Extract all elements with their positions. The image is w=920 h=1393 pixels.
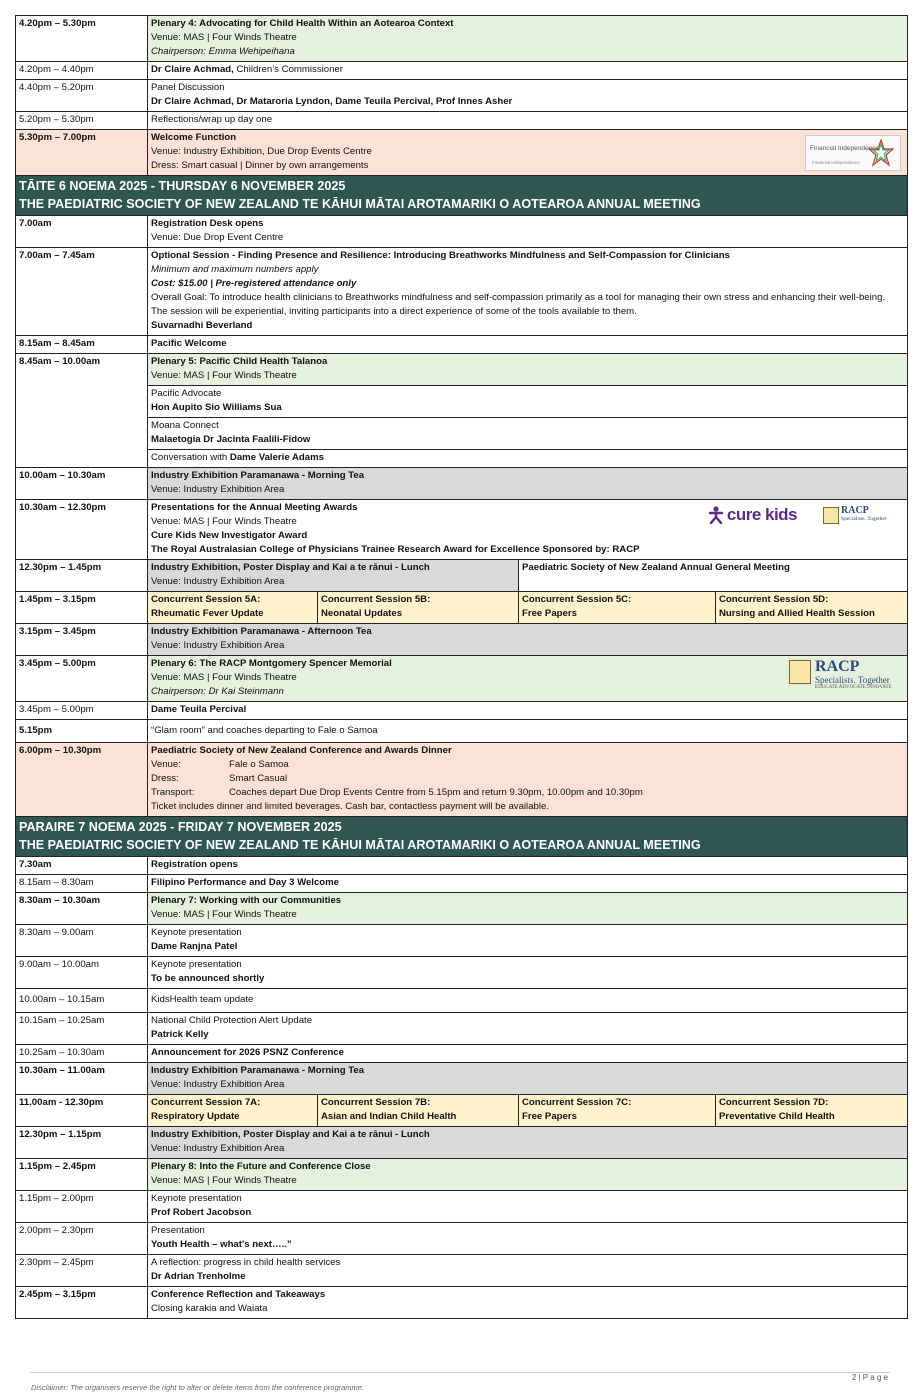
session-venue: Venue: Due Drop Event Centre xyxy=(151,232,284,243)
session-note: Minimum and maximum numbers apply xyxy=(151,264,319,275)
session-time: 4.20pm – 5.30pm xyxy=(16,16,148,62)
session-details: Filipino Performance and Day 3 Welcome xyxy=(148,875,908,893)
session-time: 8.15am – 8.30am xyxy=(16,875,148,893)
session-details xyxy=(148,16,908,62)
session-details: Announcement for 2026 PSNZ Conference xyxy=(148,1045,908,1063)
session-details xyxy=(148,624,908,656)
session-title: Industry Exhibition Paramanawa - Morning Tea xyxy=(151,470,365,481)
table-row xyxy=(16,957,908,989)
session-time: 1.45pm – 3.15pm xyxy=(16,592,148,624)
session-details xyxy=(148,468,908,500)
session-title: Plenary 8: Into the Future and Conference Close xyxy=(151,1161,371,1172)
award-name: Cure Kids New Investigator Award xyxy=(151,530,308,541)
session-speakers: Hon Aupito Sio Williams Sua xyxy=(151,402,282,413)
session-details xyxy=(148,216,908,248)
table-row xyxy=(16,592,908,624)
star-icon xyxy=(868,139,894,167)
detail-label: Dress: xyxy=(151,773,179,784)
table-row xyxy=(16,743,908,817)
session-title: Plenary 5: Pacific Child Health Talanoa xyxy=(151,356,328,367)
session-type: Keynote presentation xyxy=(151,1193,242,1204)
concurrent-session-label: Concurrent Session 5C: xyxy=(522,594,632,605)
concurrent-session-label: Concurrent Session 5D: xyxy=(719,594,829,605)
session-time: 3.45pm – 5.00pm xyxy=(16,656,148,702)
session-time: 2.30pm – 2.45pm xyxy=(16,1255,148,1287)
day-header-title: THE PAEDIATRIC SOCIETY OF NEW ZEALAND TE KĀHUI MĀTAI AROTAMARIKI O AOTEAROA ANNUAL MEETING xyxy=(19,838,701,852)
table-row xyxy=(16,130,908,176)
session-venue: Venue: MAS | Four Winds Theatre xyxy=(151,1175,297,1186)
session-type: Keynote presentation xyxy=(151,959,242,970)
session-details: Registration opens xyxy=(148,857,908,875)
session-venue: Venue: Industry Exhibition Area xyxy=(151,484,285,495)
session-time: 3.15pm – 3.45pm xyxy=(16,624,148,656)
session-speakers: Dame Valerie Adams xyxy=(229,452,324,463)
concurrent-session xyxy=(318,592,519,624)
session-time: 7.00am xyxy=(16,216,148,248)
detail-value: Fale o Samoa xyxy=(229,759,289,770)
session-speakers: Patrick Kelly xyxy=(151,1029,209,1040)
session-details xyxy=(148,1191,908,1223)
session-ticket: Ticket includes dinner and limited beverages. Cash bar, contactless payment will be available. xyxy=(151,801,549,812)
session-type: A reflection: progress in child health services xyxy=(151,1257,341,1268)
session-title: Paediatric Society of New Zealand Conference and Awards Dinner xyxy=(151,745,452,756)
session-time: 10.30am – 12.30pm xyxy=(16,500,148,560)
session-time: 8.15am – 8.45am xyxy=(16,336,148,354)
session-speakers: Youth Health – what's next…..” xyxy=(151,1239,292,1250)
session-time: 6.00pm – 10.30pm xyxy=(16,743,148,817)
session-details xyxy=(148,1223,908,1255)
table-row xyxy=(16,560,908,592)
session-venue: Venue: Industry Exhibition Area xyxy=(151,640,285,651)
speaker-role: Children’s Commissioner xyxy=(233,64,343,75)
concurrent-session-label: Concurrent Session 7A: xyxy=(151,1097,261,1108)
session-venue: Venue: Industry Exhibition Area xyxy=(151,576,285,587)
financial-independence-logo-text: Financial Independence xyxy=(810,145,880,152)
session-time: 10.00am – 10.30am xyxy=(16,468,148,500)
day-header-title: THE PAEDIATRIC SOCIETY OF NEW ZEALAND TE KĀHUI MĀTAI AROTAMARIKI O AOTEAROA ANNUAL MEETING xyxy=(19,197,701,211)
detail-label: Transport: xyxy=(151,787,195,798)
detail-label: Venue: xyxy=(151,759,181,770)
concurrent-session xyxy=(716,592,908,624)
table-row xyxy=(16,1191,908,1223)
session-venue: Venue: MAS | Four Winds Theatre xyxy=(151,370,297,381)
session-type: Conversation with xyxy=(151,452,230,463)
concurrent-session-topic: Preventative Child Health xyxy=(719,1111,835,1122)
session-details xyxy=(148,1287,908,1319)
table-row xyxy=(16,875,908,893)
detail-value: Smart Casual xyxy=(229,773,288,784)
session-presenter: Suvarnadhi Beverland xyxy=(151,320,253,331)
session-time: 10.25am – 10.30am xyxy=(16,1045,148,1063)
table-row xyxy=(16,656,908,702)
session-venue xyxy=(151,758,904,772)
session-title: Industry Exhibition, Poster Display and Kai a te rānui - Lunch xyxy=(151,562,430,573)
session-details xyxy=(148,957,908,989)
session-time: 2.00pm – 2.30pm xyxy=(16,1223,148,1255)
session-chair: Chairperson: Emma Wehipeihana xyxy=(151,46,295,57)
session-speakers: Malaetogia Dr Jacinta Faalili-Fidow xyxy=(151,434,311,445)
table-row xyxy=(16,500,908,560)
table-row xyxy=(16,702,908,720)
session-details xyxy=(148,418,908,450)
cure-kids-logo-text: cure kids xyxy=(726,505,798,524)
day-header-thursday xyxy=(16,176,908,216)
table-row xyxy=(16,336,908,354)
concurrent-session xyxy=(716,1095,908,1127)
concurrent-session-label: Concurrent Session 7D: xyxy=(719,1097,829,1108)
session-title: Industry Exhibition Paramanawa - Morning Tea xyxy=(151,1065,365,1076)
session-details xyxy=(148,1159,908,1191)
session-time: 5.20pm – 5.30pm xyxy=(16,112,148,130)
table-row xyxy=(16,1159,908,1191)
session-time: 7.30am xyxy=(16,857,148,875)
programme-table xyxy=(15,15,908,1319)
session-venue: Venue: Industry Exhibition Area xyxy=(151,1079,285,1090)
table-row xyxy=(16,1255,908,1287)
table-row xyxy=(16,1287,908,1319)
table-row xyxy=(16,16,908,62)
session-details xyxy=(148,80,908,112)
session-chair: Chairperson: Dr Kai Steinmann xyxy=(151,686,284,697)
table-row xyxy=(16,1045,908,1063)
session-speakers: Dame Ranjna Patel xyxy=(151,941,238,952)
session-speakers: Dr Claire Achmad, Dr Mataroria Lyndon, Dame Teuila Percival, Prof Innes Asher xyxy=(151,96,513,107)
session-details: Dame Teuila Percival xyxy=(148,702,908,720)
table-row xyxy=(16,893,908,925)
session-time: 2.45pm – 3.15pm xyxy=(16,1287,148,1319)
session-venue: Venue: MAS | Four Winds Theatre xyxy=(151,909,297,920)
concurrent-session xyxy=(519,592,716,624)
table-row xyxy=(16,1127,908,1159)
table-row xyxy=(16,1095,908,1127)
session-venue: Venue: MAS | Four Winds Theatre xyxy=(151,672,297,683)
concurrent-session-topic: Free Papers xyxy=(522,608,577,619)
session-time: 11.00am - 12.30pm xyxy=(16,1095,148,1127)
table-row xyxy=(16,1063,908,1095)
session-details: “Glam room” and coaches departing to Fale o Samoa xyxy=(148,720,908,743)
table-row xyxy=(16,925,908,957)
concurrent-session xyxy=(148,1095,318,1127)
table-row xyxy=(16,216,908,248)
racp-logo-tagline: Specialists. Together xyxy=(815,675,890,685)
cure-kids-figure-icon xyxy=(708,506,724,524)
award-name: The Royal Australasian College of Physicians Trainee Research Award for Excellence Sponsored by: RACP xyxy=(151,544,640,555)
session-details xyxy=(148,130,908,176)
session-parallel: Paediatric Society of New Zealand Annual General Meeting xyxy=(519,560,908,592)
session-venue: Venue: MAS | Four Winds Theatre xyxy=(151,516,297,527)
racp-crest-icon xyxy=(789,660,811,684)
concurrent-session-topic: Neonatal Updates xyxy=(321,608,403,619)
table-row xyxy=(16,386,908,418)
session-type: Pacific Advocate xyxy=(151,388,222,399)
session-details xyxy=(148,500,908,560)
session-speakers: To be announced shortly xyxy=(151,973,265,984)
session-goal: Overall Goal: To introduce health clinicians to Breathworks mindfulness and self-compassion primarily as a tool for managing their own stress and enhancing their well-being. The session will be experiential, inviting participants into a direct experience of some of the tools available to them. xyxy=(151,292,886,317)
session-speakers: Dr Adrian Trenholme xyxy=(151,1271,246,1282)
session-details xyxy=(148,743,908,817)
speaker-name: Dr Claire Achmad, xyxy=(151,64,234,75)
concurrent-session-topic: Rheumatic Fever Update xyxy=(151,608,264,619)
day-header-friday xyxy=(16,817,908,857)
detail-value: Coaches depart Due Drop Events Centre from 5.15pm and return 9.30pm, 10.00pm and 10.30pm xyxy=(229,787,643,798)
table-row xyxy=(16,354,908,386)
concurrent-session-topic: Asian and Indian Child Health xyxy=(321,1111,457,1122)
session-type: Moana Connect xyxy=(151,420,219,431)
session-details: Pacific Welcome xyxy=(148,336,908,354)
session-time: 8.30am – 9.00am xyxy=(16,925,148,957)
racp-logo-motto: EDUCATE ADVOCATE INNOVATE xyxy=(815,685,892,690)
session-details xyxy=(148,1013,908,1045)
racp-logo-name: RACP xyxy=(841,505,869,516)
session-time: 12.30pm – 1.15pm xyxy=(16,1127,148,1159)
session-time: 7.00am – 7.45am xyxy=(16,248,148,336)
financial-independence-logo xyxy=(805,135,901,171)
session-title: Optional Session - Finding Presence and Resilience: Introducing Breathworks Mindfulness and Self-Compassion for Clinicians xyxy=(151,250,730,261)
session-details xyxy=(148,656,908,702)
session-title: Plenary 4: Advocating for Child Health Within an Aotearoa Context xyxy=(151,18,454,29)
concurrent-session xyxy=(519,1095,716,1127)
concurrent-session-topic: Nursing and Allied Health Session xyxy=(719,608,875,619)
session-transport xyxy=(151,786,904,800)
concurrent-session xyxy=(148,592,318,624)
concurrent-session-topic: Free Papers xyxy=(522,1111,577,1122)
session-speakers: Prof Robert Jacobson xyxy=(151,1207,252,1218)
concurrent-session xyxy=(318,1095,519,1127)
session-time: 9.00am – 10.00am xyxy=(16,957,148,989)
session-details xyxy=(148,893,908,925)
session-time: 12.30pm – 1.45pm xyxy=(16,560,148,592)
session-time: 1.15pm – 2.00pm xyxy=(16,1191,148,1223)
financial-independence-logo-subtext: Financial Independence xyxy=(812,160,860,165)
session-venue: Venue: MAS | Four Winds Theatre xyxy=(151,32,297,43)
session-title: Plenary 7: Working with our Communities xyxy=(151,895,342,906)
table-row xyxy=(16,989,908,1013)
session-details xyxy=(148,1063,908,1095)
session-type: National Child Protection Alert Update xyxy=(151,1015,313,1026)
session-details xyxy=(148,62,908,80)
session-time: 3.45pm – 5.00pm xyxy=(16,702,148,720)
session-title: Industry Exhibition Paramanawa - Afternoon Tea xyxy=(151,626,372,637)
table-row xyxy=(16,62,908,80)
page-number: 2 | P a g e xyxy=(851,1373,888,1382)
session-details xyxy=(148,248,908,336)
racp-logo xyxy=(787,658,907,694)
session-details xyxy=(148,354,908,386)
session-venue: Venue: Industry Exhibition Area xyxy=(151,1143,285,1154)
session-details: KidsHealth team update xyxy=(148,989,908,1013)
session-time: 10.30am – 11.00am xyxy=(16,1063,148,1095)
session-details: Reflections/wrap up day one xyxy=(148,112,908,130)
session-dress: Dress: Smart casual | Dinner by own arrangements xyxy=(151,160,369,171)
session-details xyxy=(148,1127,908,1159)
concurrent-session-label: Concurrent Session 5B: xyxy=(321,594,431,605)
session-cost: Cost: $15.00 | Pre-registered attendance only xyxy=(151,278,357,289)
session-time: 5.30pm – 7.00pm xyxy=(16,130,148,176)
table-row xyxy=(16,720,908,743)
racp-crest-icon xyxy=(823,507,839,524)
table-row xyxy=(16,248,908,336)
session-details xyxy=(148,450,908,468)
session-title: Presentations for the Annual Meeting Awards xyxy=(151,502,358,513)
racp-logo-name: RACP xyxy=(815,658,860,675)
racp-logo xyxy=(823,505,899,527)
session-time: 8.30am – 10.30am xyxy=(16,893,148,925)
table-row xyxy=(16,1013,908,1045)
day-header-date: TĀITE 6 NOEMA 2025 - THURSDAY 6 NOVEMBER 2025 xyxy=(19,179,346,193)
session-time: 4.40pm – 5.20pm xyxy=(16,80,148,112)
session-details xyxy=(148,560,519,592)
table-row xyxy=(16,112,908,130)
concurrent-session-topic: Respiratory Update xyxy=(151,1111,240,1122)
session-time: 8.45am – 10.00am xyxy=(16,354,148,468)
table-row xyxy=(16,468,908,500)
session-title: Conference Reflection and Takeaways xyxy=(151,1289,326,1300)
session-type: Keynote presentation xyxy=(151,927,242,938)
session-title: Welcome Function xyxy=(151,132,237,143)
session-type: Panel Discussion xyxy=(151,82,225,93)
session-time: 5.15pm xyxy=(16,720,148,743)
disclaimer: Disclaimer: The organisers reserve the right to alter or delete items from the conference programme. xyxy=(31,1383,365,1392)
session-time: 10.15am – 10.25am xyxy=(16,1013,148,1045)
table-row xyxy=(16,80,908,112)
session-time: 1.15pm – 2.45pm xyxy=(16,1159,148,1191)
day-header-date: PARAIRE 7 NOEMA 2025 - FRIDAY 7 NOVEMBER 2025 xyxy=(19,820,342,834)
session-venue: Venue: Industry Exhibition, Due Drop Events Centre xyxy=(151,146,372,157)
session-details xyxy=(148,925,908,957)
concurrent-session-label: Concurrent Session 7C: xyxy=(522,1097,632,1108)
session-details xyxy=(148,1255,908,1287)
session-time: 4.20pm – 4.40pm xyxy=(16,62,148,80)
table-row xyxy=(16,1223,908,1255)
session-title: Plenary 6: The RACP Montgomery Spencer Memorial xyxy=(151,658,392,669)
session-type: Presentation xyxy=(151,1225,205,1236)
footer-divider xyxy=(30,1372,890,1373)
session-title: Registration Desk opens xyxy=(151,218,264,229)
session-title: Industry Exhibition, Poster Display and Kai a te rānui - Lunch xyxy=(151,1129,430,1140)
session-closing: Closing karakia and Waiata xyxy=(151,1303,268,1314)
cure-kids-logo xyxy=(708,505,797,525)
racp-logo-tagline: Specialists. Together xyxy=(841,516,887,522)
table-row xyxy=(16,450,908,468)
concurrent-session-label: Concurrent Session 7B: xyxy=(321,1097,431,1108)
table-row xyxy=(16,857,908,875)
concurrent-session-label: Concurrent Session 5A: xyxy=(151,594,261,605)
session-dress xyxy=(151,772,904,786)
session-details xyxy=(148,386,908,418)
session-time: 10.00am – 10.15am xyxy=(16,989,148,1013)
table-row xyxy=(16,418,908,450)
table-row xyxy=(16,624,908,656)
